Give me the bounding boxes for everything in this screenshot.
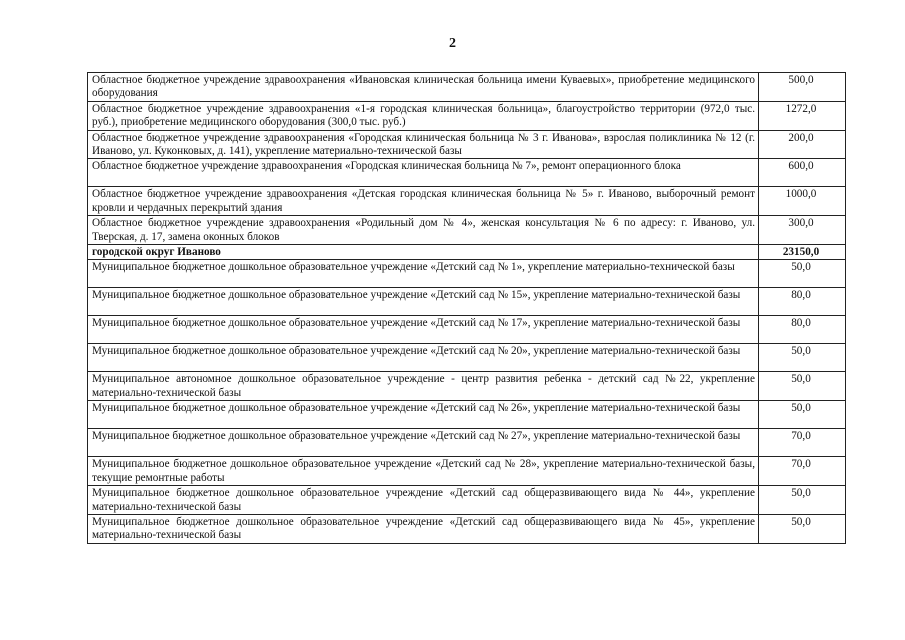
allocation-table-body [88, 73, 846, 544]
table-row [88, 101, 846, 130]
row-amount: 50,0 [759, 486, 846, 515]
table-row [88, 216, 846, 245]
row-amount: 200,0 [759, 130, 846, 159]
table-row [88, 288, 846, 316]
row-amount: 1272,0 [759, 101, 846, 130]
row-description: Муниципальное бюджетное дошкольное образовательное учреждение «Детский сад № 17», укрепление материально-технической базы [88, 316, 759, 344]
table-row [88, 159, 846, 187]
row-amount: 500,0 [759, 73, 846, 102]
row-amount: 80,0 [759, 288, 846, 316]
row-description: Муниципальное автономное дошкольное образовательное учреждение - центр развития ребенка - детский сад №22, укрепление материально-технической базы [88, 372, 759, 401]
table-row [88, 514, 846, 543]
table-row [88, 486, 846, 515]
allocation-table [87, 72, 846, 544]
row-description: Муниципальное бюджетное дошкольное образовательное учреждение «Детский сад № 20», укрепление материально-технической базы [88, 344, 759, 372]
table-row [88, 429, 846, 457]
row-description: Муниципальное бюджетное дошкольное образовательное учреждение «Детский сад № 28», укрепление материально-технической базы, текущие ремонтные работы [88, 457, 759, 486]
section-total: 23150,0 [759, 245, 846, 260]
row-description: Областное бюджетное учреждение здравоохранения «Ивановская клиническая больница имени Куваевых», приобретение медицинского оборудования [88, 73, 759, 102]
row-amount: 50,0 [759, 514, 846, 543]
table-row [88, 401, 846, 429]
row-amount: 80,0 [759, 316, 846, 344]
row-amount: 50,0 [759, 260, 846, 288]
table-row [88, 316, 846, 344]
row-description: Муниципальное бюджетное дошкольное образовательное учреждение «Детский сад № 26», укрепление материально-технической базы [88, 401, 759, 429]
row-amount: 70,0 [759, 429, 846, 457]
row-description: Муниципальное бюджетное дошкольное образовательное учреждение «Детский сад общеразвивающего вида № 45», укрепление материально-технической базы [88, 514, 759, 543]
table-row [88, 130, 846, 159]
table-row [88, 457, 846, 486]
row-amount: 1000,0 [759, 187, 846, 216]
table-row [88, 187, 846, 216]
row-description: Областное бюджетное учреждение здравоохранения «Родильный дом № 4», женская консультация № 6 по адресу: г. Иваново, ул. Тверская, д. 17, замена оконных блоков [88, 216, 759, 245]
row-description: Муниципальное бюджетное дошкольное образовательное учреждение «Детский сад № 1», укрепление материально-технической базы [88, 260, 759, 288]
row-amount: 50,0 [759, 372, 846, 401]
row-amount: 600,0 [759, 159, 846, 187]
section-title: городской округ Иваново [88, 245, 759, 260]
row-amount: 50,0 [759, 401, 846, 429]
row-description: Областное бюджетное учреждение здравоохранения «1-я городская клиническая больница», благоустройство территории (972,0 тыс. руб.), приобретение медицинского оборудования (300,0 тыс. руб.) [88, 101, 759, 130]
row-description: Областное бюджетное учреждение здравоохранения «Городская клиническая больница № 7», ремонт операционного блока [88, 159, 759, 187]
row-description: Муниципальное бюджетное дошкольное образовательное учреждение «Детский сад № 27», укрепление материально-технической базы [88, 429, 759, 457]
row-amount: 50,0 [759, 344, 846, 372]
page-number: 2 [449, 36, 456, 51]
row-description: Областное бюджетное учреждение здравоохранения «Детская городская клиническая больница № 5» г. Иваново, выборочный ремонт кровли и чердачных перекрытий здания [88, 187, 759, 216]
row-amount: 300,0 [759, 216, 846, 245]
section-header-row [88, 245, 846, 260]
row-description: Муниципальное бюджетное дошкольное образовательное учреждение «Детский сад № 15», укрепление материально-технической базы [88, 288, 759, 316]
row-description: Областное бюджетное учреждение здравоохранения «Городская клиническая больница № 3 г. Иванова», взрослая поликлиника № 12 (г. Иваново, ул. Куконковых, д. 141), укрепление материально-технической базы [88, 130, 759, 159]
table-row [88, 260, 846, 288]
table-row [88, 344, 846, 372]
table-row [88, 73, 846, 102]
table-row [88, 372, 846, 401]
row-amount: 70,0 [759, 457, 846, 486]
row-description: Муниципальное бюджетное дошкольное образовательное учреждение «Детский сад общеразвивающего вида № 44», укрепление материально-технической базы [88, 486, 759, 515]
